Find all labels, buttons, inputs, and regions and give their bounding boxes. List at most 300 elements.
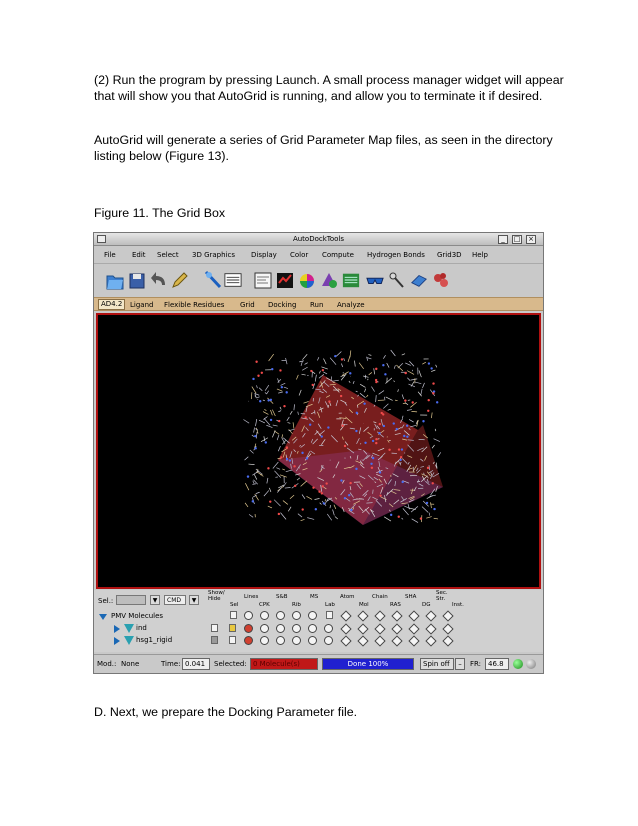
atom-dot	[271, 368, 273, 370]
expand-icon[interactable]	[99, 614, 107, 620]
bond-line	[294, 404, 295, 410]
bond-line	[434, 518, 438, 519]
bond-line	[436, 365, 437, 368]
undo-icon[interactable]	[150, 269, 168, 291]
tab-ligand[interactable]: Ligand	[130, 301, 154, 309]
col-ms: MS	[310, 594, 319, 600]
display-toggle[interactable]	[276, 624, 285, 633]
figure-caption: Figure 11. The Grid Box	[94, 206, 226, 220]
fr-value: 46.8	[485, 658, 509, 670]
pick-icon[interactable]	[204, 269, 222, 291]
show-hide-toggle[interactable]	[211, 636, 218, 644]
bond-line	[278, 392, 283, 393]
display-toggle[interactable]	[260, 636, 269, 645]
tab-docking[interactable]: Docking	[268, 301, 297, 309]
bond-line	[315, 375, 316, 382]
window-titlebar	[94, 233, 543, 246]
selection-combobox[interactable]	[116, 595, 146, 605]
measure-icon[interactable]	[388, 269, 406, 291]
label-toggle[interactable]	[340, 623, 351, 634]
label-toggle[interactable]	[391, 623, 402, 634]
bond-line	[319, 371, 320, 374]
atom-dot	[340, 395, 342, 397]
bond-line	[431, 502, 432, 508]
bond-line	[408, 384, 414, 387]
bond-line	[280, 513, 286, 520]
atom-dot	[390, 514, 392, 516]
bond-line	[252, 435, 254, 437]
atom-dot	[403, 435, 405, 437]
atom-dot	[322, 485, 324, 487]
bond-line	[388, 409, 391, 410]
bond-line	[435, 429, 436, 431]
bond-line	[395, 400, 398, 401]
header-diamond-toggle[interactable]	[391, 610, 402, 621]
maximize-icon[interactable]: □	[513, 235, 521, 243]
window-title: AutoDockTools	[292, 235, 345, 243]
atom-dot	[344, 497, 346, 499]
bond-line	[367, 357, 368, 361]
atom-dot	[427, 467, 429, 469]
atom-dot	[393, 422, 395, 424]
bond-line	[245, 503, 248, 507]
atom-dot	[267, 399, 269, 401]
atom-dot	[356, 412, 358, 414]
header-diamond-toggle[interactable]	[442, 610, 453, 621]
bond-line	[256, 432, 257, 439]
col-rib: Rib	[292, 602, 301, 608]
tab-run[interactable]: Run	[310, 301, 324, 309]
atom-dot	[293, 465, 295, 467]
label-toggle[interactable]	[374, 623, 385, 634]
header-toggle[interactable]	[230, 611, 237, 619]
atom-dot	[372, 440, 374, 442]
progress-bar	[322, 658, 414, 670]
bond-line	[256, 385, 257, 388]
bond-line	[405, 363, 410, 366]
header-circle-toggle[interactable]	[292, 611, 301, 620]
3d-viewer[interactable]	[96, 313, 541, 589]
atom-dot	[267, 467, 269, 469]
lines-toggle[interactable]	[244, 636, 253, 645]
bond-line	[252, 387, 256, 394]
label-toggle[interactable]	[357, 635, 368, 646]
atom-dot	[322, 369, 324, 371]
atom-dot	[294, 485, 296, 487]
atom-dot	[349, 372, 351, 374]
atom-dot	[396, 428, 398, 430]
bond-line	[323, 372, 327, 374]
menu-file[interactable]: File	[104, 251, 116, 259]
progress-text: Done 100%	[347, 660, 389, 668]
menu-hydrogen-bonds[interactable]: Hydrogen Bonds	[367, 251, 425, 259]
label-toggle[interactable]	[425, 635, 436, 646]
selected-value: 0 Molecule(s)	[250, 658, 318, 670]
bond-line	[336, 352, 341, 357]
atom-dot	[404, 372, 406, 374]
bond-line	[355, 361, 356, 367]
atom-dot	[301, 452, 303, 454]
tab-analyze[interactable]: Analyze	[337, 301, 365, 309]
bond-line	[255, 419, 256, 426]
atom-dot	[426, 502, 428, 504]
atom-dot	[269, 500, 271, 502]
bond-line	[371, 387, 374, 392]
bond-line	[419, 370, 421, 377]
atom-dot	[427, 410, 429, 412]
label-toggle[interactable]	[442, 623, 453, 634]
col-sec-str: Sec. Str.	[436, 590, 448, 602]
bond-line	[259, 420, 265, 423]
bond-line	[299, 361, 303, 362]
sel-dropdown-icon[interactable]: ▼	[150, 595, 160, 605]
tab-grid[interactable]: Grid	[240, 301, 255, 309]
stereo-glasses-icon[interactable]	[366, 269, 384, 291]
atom-dot	[270, 419, 272, 421]
bond-line	[402, 518, 404, 519]
bond-line	[421, 389, 422, 396]
bond-line	[245, 483, 249, 490]
display-toggle[interactable]	[260, 624, 269, 633]
atom-dot	[318, 490, 320, 492]
mod-value: None	[121, 660, 140, 668]
atom-dot	[305, 416, 307, 418]
collapse-icon[interactable]	[114, 625, 120, 633]
col-mol: Mol	[359, 602, 369, 608]
bond-line	[366, 395, 368, 397]
display-toggle[interactable]	[324, 636, 333, 645]
close-icon[interactable]: ×	[526, 235, 536, 244]
display-toggle[interactable]	[292, 624, 301, 633]
menu-grid3d[interactable]: Grid3D	[437, 251, 462, 259]
bond-line	[296, 375, 298, 380]
bond-line	[248, 464, 254, 465]
bond-line	[277, 435, 279, 440]
bond-line	[282, 469, 285, 470]
atom-dot	[323, 502, 325, 504]
atom-dot	[379, 423, 381, 425]
bond-line	[431, 413, 432, 419]
atom-dot	[259, 400, 261, 402]
bond-line	[350, 350, 351, 357]
atom-dot	[432, 392, 434, 394]
bond-line	[334, 505, 336, 509]
molecule-icon	[124, 636, 134, 645]
bond-line	[402, 416, 403, 418]
time-label: Time:	[161, 660, 181, 668]
atom-dot	[310, 370, 312, 372]
bond-line	[411, 506, 418, 512]
cmd-combobox[interactable]: CMD	[164, 595, 186, 605]
bond-line	[285, 488, 291, 489]
header-diamond-toggle[interactable]	[408, 610, 419, 621]
bond-line	[359, 363, 364, 369]
bond-line	[304, 401, 309, 403]
selected-label: Selected:	[214, 660, 247, 668]
text-panel-icon[interactable]	[254, 269, 272, 291]
bond-line	[402, 394, 404, 399]
bond-line	[283, 501, 288, 505]
bond-line	[245, 457, 249, 460]
atom-dot	[401, 448, 403, 450]
show-hide-toggle[interactable]	[211, 624, 218, 632]
atom-dot	[375, 442, 377, 444]
bond-line	[321, 367, 327, 369]
bond-line	[278, 411, 281, 412]
header-diamond-toggle[interactable]	[425, 610, 436, 621]
bond-line	[344, 358, 345, 361]
bond-line	[256, 492, 260, 493]
menu-color[interactable]: Color	[290, 251, 309, 259]
display-toggle[interactable]	[308, 636, 317, 645]
bond-line	[315, 499, 320, 500]
bond-line	[252, 484, 256, 485]
label-toggle[interactable]	[357, 623, 368, 634]
bond-line	[252, 471, 259, 475]
bond-line	[272, 431, 275, 438]
bond-line	[335, 517, 338, 519]
label-toggle[interactable]	[408, 623, 419, 634]
atom-dot	[363, 402, 365, 404]
spin-button[interactable]: Spin off	[420, 658, 454, 670]
bond-line	[264, 490, 269, 496]
atom-dot	[321, 492, 323, 494]
menu-select[interactable]: Select	[157, 251, 179, 259]
bond-line	[333, 509, 335, 515]
label-toggle[interactable]	[408, 635, 419, 646]
atom-dot	[255, 447, 257, 449]
col-show-hide: Show/ Hide	[208, 590, 225, 602]
atom-dot	[265, 441, 267, 443]
bond-line	[387, 363, 389, 368]
bond-line	[330, 358, 336, 365]
display-toggle[interactable]	[276, 636, 285, 645]
bond-line	[368, 379, 369, 380]
bond-line	[422, 507, 428, 513]
bond-line	[356, 391, 358, 392]
bond-line	[293, 422, 294, 428]
lines-toggle[interactable]	[244, 624, 253, 633]
atom-dot	[334, 355, 336, 357]
atom-dot	[406, 425, 408, 427]
bond-line	[267, 478, 268, 483]
paragraph-grid-map-files: AutoGrid will generate a series of Grid Parameter Map files, as seen in the directory listing below (Figure 13).	[94, 133, 553, 163]
atom-dot	[340, 479, 342, 481]
atom-dot	[285, 391, 287, 393]
bond-line	[301, 374, 305, 375]
collapse-icon[interactable]	[114, 637, 120, 645]
atom-dot	[252, 378, 254, 380]
bond-line	[349, 381, 350, 383]
molecule-name-ind[interactable]: ind	[136, 624, 147, 632]
geometry-icon[interactable]	[320, 269, 338, 291]
atom-dot	[278, 420, 280, 422]
toolbar	[94, 263, 543, 295]
bond-line	[320, 503, 322, 505]
surface-icon[interactable]	[410, 269, 428, 291]
bond-line	[274, 500, 280, 506]
header-circle-toggle[interactable]	[260, 611, 269, 620]
atom-dot	[422, 420, 424, 422]
sel-label: Sel.:	[98, 597, 114, 605]
bond-line	[263, 416, 267, 419]
bond-line	[379, 391, 384, 395]
dashboard-panel	[94, 590, 543, 652]
atom-dot	[371, 467, 373, 469]
bond-line	[263, 400, 265, 401]
bond-line	[407, 378, 410, 381]
atom-dot	[375, 379, 377, 381]
bond-line	[268, 506, 272, 508]
bond-line	[408, 504, 409, 509]
bond-line	[269, 354, 274, 361]
atom-dot	[430, 367, 432, 369]
bond-line	[265, 392, 267, 394]
bond-line	[353, 381, 354, 384]
bond-line	[284, 387, 288, 389]
menu-3d-graphics[interactable]: 3D Graphics	[192, 251, 235, 259]
bond-line	[265, 385, 269, 391]
atom-dot	[379, 494, 381, 496]
spin-dropdown-icon[interactable]: –	[455, 658, 465, 670]
bond-line	[360, 384, 365, 387]
label-toggle[interactable]	[374, 635, 385, 646]
atom-dot	[279, 369, 281, 371]
bond-line	[266, 425, 272, 427]
bond-line	[383, 355, 385, 359]
atom-dot	[384, 373, 386, 375]
bond-line	[384, 397, 385, 400]
bond-line	[368, 355, 371, 356]
bond-line	[369, 372, 372, 374]
atom-dot	[270, 399, 272, 401]
pencil-icon[interactable]	[170, 269, 188, 291]
atom-dot	[321, 435, 323, 437]
tab-flexible-residues[interactable]: Flexible Residues	[164, 301, 225, 309]
save-icon[interactable]	[128, 269, 146, 291]
bond-line	[249, 514, 253, 517]
header-diamond-toggle[interactable]	[340, 610, 351, 621]
display-toggle[interactable]	[308, 624, 317, 633]
bond-line	[299, 390, 301, 396]
atom-dot	[289, 459, 291, 461]
bond-line	[394, 365, 395, 368]
bond-line	[263, 412, 268, 415]
tab-ad42[interactable]: AD4.2	[98, 299, 125, 310]
bond-line	[415, 382, 422, 384]
bond-line	[422, 362, 426, 364]
bond-line	[250, 450, 254, 453]
atom-dot	[370, 463, 372, 465]
header-diamond-toggle[interactable]	[374, 610, 385, 621]
bond-line	[434, 439, 440, 442]
header-circle-toggle[interactable]	[244, 611, 253, 620]
open-folder-icon[interactable]	[106, 269, 124, 291]
cmd-dropdown-icon[interactable]: ▼	[189, 595, 199, 605]
atom-dot	[379, 471, 381, 473]
bond-line	[298, 412, 299, 415]
select-toggle[interactable]	[229, 636, 236, 644]
display-toggle[interactable]	[292, 636, 301, 645]
atom-dot	[372, 457, 374, 459]
label-toggle[interactable]	[425, 623, 436, 634]
paragraph-run-autogrid: (2) Run the program by pressing Launch. A small process manager widget will appear that will show you that AutoGrid is running, and allow you to terminate it if desired.	[94, 73, 564, 103]
bond-line	[383, 404, 388, 409]
header-circle-toggle[interactable]	[308, 611, 317, 620]
bond-line	[429, 513, 430, 516]
atom-dot	[436, 401, 438, 403]
bond-line	[302, 367, 307, 370]
autodocktools-screenshot	[93, 232, 544, 674]
bond-line	[302, 354, 307, 359]
bond-line	[387, 437, 388, 438]
menu-compute[interactable]: Compute	[322, 251, 354, 259]
mod-label: Mod.:	[97, 660, 117, 668]
bond-line	[411, 411, 417, 412]
bond-line	[391, 350, 396, 356]
atom-dot	[280, 456, 282, 458]
molecule-icon[interactable]	[432, 269, 450, 291]
bond-line	[255, 395, 256, 398]
bond-line	[251, 392, 252, 399]
menu-display[interactable]: Display	[251, 251, 277, 259]
label-toggle[interactable]	[340, 635, 351, 646]
bond-line	[386, 397, 393, 401]
header-toggle[interactable]	[326, 611, 333, 619]
atom-dot	[375, 368, 377, 370]
display-toggle[interactable]	[324, 624, 333, 633]
atom-dot	[315, 508, 317, 510]
bond-line	[280, 475, 287, 477]
bond-line	[290, 411, 292, 415]
molecule-name-hsg1-rigid[interactable]: hsg1_rigid	[136, 636, 173, 644]
menu-help[interactable]: Help	[472, 251, 488, 259]
status-light-icon	[513, 659, 523, 669]
chart-icon[interactable]	[276, 269, 294, 291]
col-sha: SHA	[405, 594, 417, 600]
bond-line	[376, 395, 377, 402]
bond-line	[426, 517, 431, 519]
col-ras: RAS	[390, 602, 401, 608]
bond-line	[259, 388, 262, 391]
col-chain: Chain	[372, 594, 388, 600]
atom-dot	[433, 508, 435, 510]
tree-root-pmv-molecules: PMV Molecules	[111, 612, 164, 620]
lines-icon[interactable]	[224, 269, 242, 291]
label-toggle[interactable]	[442, 635, 453, 646]
atom-dot	[398, 516, 400, 518]
menu-edit[interactable]: Edit	[132, 251, 146, 259]
atom-dot	[306, 457, 308, 459]
atom-dot	[309, 423, 311, 425]
atom-dot	[399, 459, 401, 461]
atom-dot	[432, 382, 434, 384]
atom-dot	[254, 435, 256, 437]
label-toggle[interactable]	[391, 635, 402, 646]
atom-dot	[261, 372, 263, 374]
header-circle-toggle[interactable]	[276, 611, 285, 620]
atom-dot	[247, 475, 249, 477]
bond-line	[411, 379, 418, 380]
select-toggle[interactable]	[229, 624, 236, 632]
atom-dot	[302, 508, 304, 510]
minimize-icon[interactable]: _	[498, 235, 508, 244]
grid-list-icon[interactable]	[342, 269, 360, 291]
bond-line	[290, 495, 294, 499]
bond-line	[273, 425, 278, 426]
color-wheel-icon[interactable]	[298, 269, 316, 291]
header-diamond-toggle[interactable]	[357, 610, 368, 621]
